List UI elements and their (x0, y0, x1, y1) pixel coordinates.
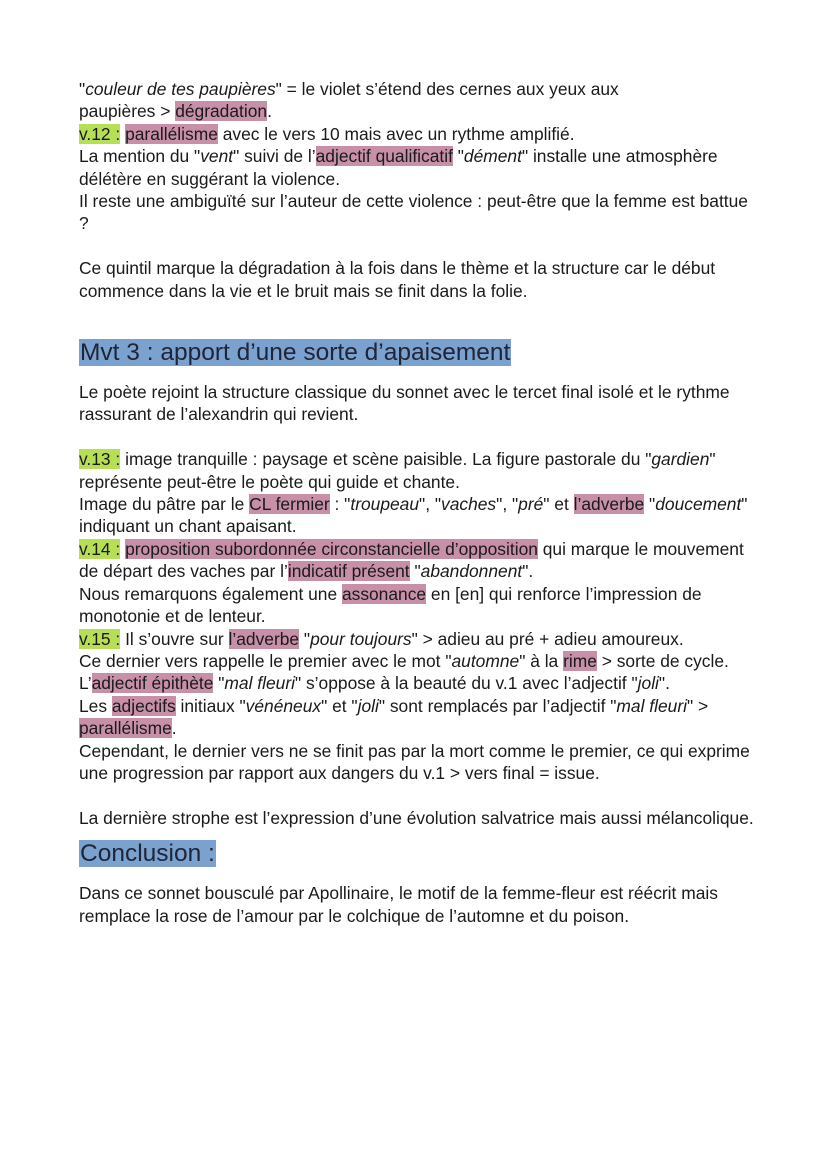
paragraph-v14: v.14 : proposition subordonnée circonstancielle d’opposition qui marque le mouvement de départ des vaches par l’indicatif présent "abandonnent". (79, 538, 744, 582)
paragraph-adjectifs-initiaux: Les adjectifs initiaux "vénéneux" et "joli" sont remplacés par l’adjectif "mal fleuri" > parallélisme. (79, 695, 709, 739)
paragraph-conclusion: Dans ce sonnet bousculé par Apollinaire, le motif de la femme-fleur est réécrit mais remplace la rose de l’amour par le colchique de l’automne et du poison. (79, 883, 718, 926)
verse-tag-v15: v.15 : (79, 628, 121, 649)
paragraph-vent: La mention du "vent" suivi de l’adjectif qualificatif "dément" installe une atmosphère délétère en suggérant la violence. (79, 146, 718, 189)
quote-couleur: couleur de tes paupières (85, 79, 276, 99)
verse-tag-v13: v.13 : (79, 449, 121, 470)
highlight-proposition-subordonnee: proposition subordonnée circonstancielle d’opposition (125, 538, 538, 559)
highlight-adjectif-qualificatif: adjectif qualificatif (315, 146, 453, 167)
paragraph-rime: Ce dernier vers rappelle le premier avec le mot "automne" à la rime > sorte de cycle. (79, 650, 729, 671)
paragraph-cependant: Cependant, le dernier vers ne se finit pas par la mort comme le premier, ce qui exprime une progression par rapport aux dangers du v.1 > vers final = issue. (79, 740, 750, 783)
highlight-cl-fermier: CL fermier (249, 494, 330, 515)
section-heading-conclusion: Conclusion : (80, 840, 215, 868)
paragraph-v15: v.15 : Il s’ouvre sur l’adverbe "pour toujours" > adieu au pré + adieu amoureux. (79, 628, 684, 649)
paragraph-v13: v.13 : image tranquille : paysage et scène paisible. La figure pastorale du "gardien" représente peut-être le poète qui guide et chante. (79, 449, 716, 492)
paragraph-ambiguite: Il reste une ambiguïté sur l’auteur de cette violence : peut-être que la femme est battue ? (79, 191, 748, 234)
highlight-assonance: assonance (341, 583, 427, 604)
highlight-adverbe: l’adverbe (573, 494, 645, 515)
highlight-indicatif-present: indicatif présent (287, 561, 410, 582)
highlight-adverbe-2: l’adverbe (228, 628, 300, 649)
paragraph-quintil: Ce quintil marque la dégradation à la fois dans le thème et la structure car le début commence dans la vie et le bruit mais se finit dans la folie. (79, 258, 716, 301)
paragraph-couleur: "couleur de tes paupières" = le violet s’étend des cernes aux yeux aux paupières > dégradation. (79, 79, 619, 122)
verse-tag-v14: v.14 : (79, 538, 121, 559)
verse-tag-v12: v.12 : (79, 123, 121, 144)
paragraph-assonance: Nous remarquons également une assonance en [en] qui renforce l’impression de monotonie et de lenteur. (79, 583, 702, 627)
paragraph-image-patre: Image du pâtre par le CL fermier : "troupeau", "vaches", "pré" et l’adverbe "doucement" indiquant un chant apaisant. (79, 494, 748, 537)
paragraph-adjectif-epithete: L’adjectif épithète "mal fleuri" s’oppose à la beauté du v.1 avec l’adjectif "joli". (79, 673, 670, 694)
highlight-parallelisme-2: parallélisme (79, 718, 172, 739)
highlight-degradation: dégradation (175, 101, 268, 122)
highlight-adjectif-epithete: adjectif épithète (91, 673, 214, 694)
highlight-adjectifs: adjectifs (111, 695, 176, 716)
highlight-parallelisme: parallélisme (125, 123, 218, 144)
paragraph-intro-mvt3: Le poète rejoint la structure classique du sonnet avec le tercet final isolé et le rythme rassurant de l’alexandrin qui revient. (79, 382, 730, 425)
paragraph-v12: v.12 : parallélisme avec le vers 10 mais avec un rythme amplifié. (79, 123, 575, 144)
section-heading-mvt3: Mvt 3 : apport d’une sorte d’apaisement (80, 339, 511, 367)
paragraph-derniere-strophe: La dernière strophe est l’expression d’une évolution salvatrice mais aussi mélancolique. (79, 807, 754, 828)
highlight-rime: rime (563, 650, 597, 671)
